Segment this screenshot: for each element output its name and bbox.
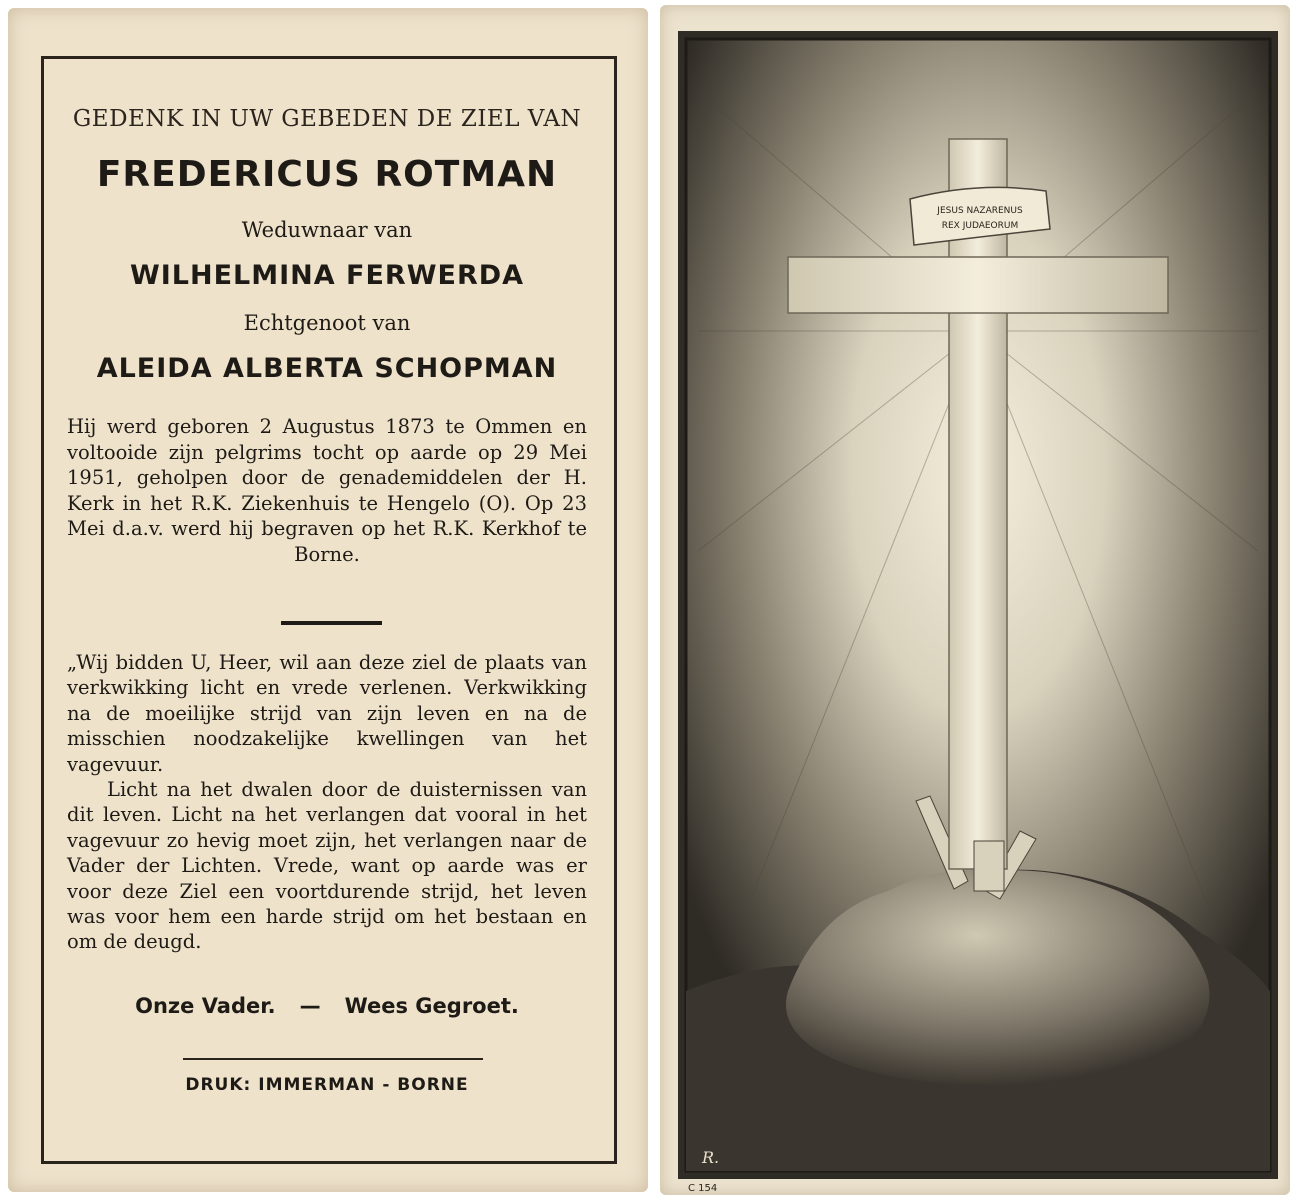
- footer-rule: [183, 1058, 483, 1060]
- artist-signature: R.: [702, 1148, 720, 1167]
- cross-upright: [949, 139, 1007, 869]
- closing-separator: —: [299, 994, 321, 1018]
- second-spouse-name: ALEIDA ALBERTA SCHOPMAN: [96, 353, 558, 384]
- cross-illustration: [678, 31, 1278, 1179]
- card-heading: GEDENK IN UW GEBEDEN DE ZIEL VAN: [72, 106, 582, 132]
- memorial-card-image-side: [660, 5, 1290, 1195]
- first-spouse-name: WILHELMINA FERWERDA: [129, 260, 525, 291]
- biography-text: Hij werd geboren 2 Augustus 1873 te Ommen en voltooide zijn pelgrims tocht op aarde op 29 Mei 1951, geholpen door de genademiddelen der H. Kerk in het R.K. Ziekenhuis te Hengelo (O). Op 23 Mei d.a.v. werd hij begraven op het R.K. Kerkhof te Borne.: [67, 415, 587, 566]
- catalog-number: C 154: [688, 1183, 718, 1194]
- relation-husband: Echtgenoot van: [243, 311, 411, 335]
- printer-credit: DRUK: IMMERMAN - BORNE: [185, 1075, 469, 1095]
- prayer-paragraph-2: Licht na het dwalen door de duisternissen van dit leven. Licht na het verlangen dat vooral in het vagevuur zo hevig moet zijn, het verlangen naar de Vader der Lichten. Vrede, want op aarde was er voor deze Ziel een voortdurende strijd, het leven was voor hem een harde strijd om het bestaan en om de deugd.: [67, 778, 587, 954]
- cross-crossbar: [788, 257, 1168, 313]
- cross-wedge-front: [974, 841, 1004, 891]
- inscription-line-1: JESUS NAZARENUS: [937, 206, 1023, 216]
- prayer-text: [67, 650, 587, 955]
- prayer-paragraph-1: „Wij bidden U, Heer, wil aan deze ziel de plaats van verkwikking licht en vrede verlenen. Verkwikking na de moeilijke strijd van zijn leven en na de misschien noodzakelijke kwellingen van het vagevuur.: [67, 651, 587, 776]
- closing-prayer-hail-mary: Wees Gegroet.: [344, 994, 519, 1018]
- section-divider: [281, 621, 382, 625]
- closing-prayers: [67, 994, 587, 1018]
- deceased-name: FREDERICUS ROTMAN: [96, 154, 558, 195]
- inscription-line-2: REX JUDAEORUM: [941, 221, 1019, 231]
- relation-widower: Weduwnaar van: [241, 218, 413, 242]
- closing-prayer-our-father: Onze Vader.: [135, 994, 276, 1018]
